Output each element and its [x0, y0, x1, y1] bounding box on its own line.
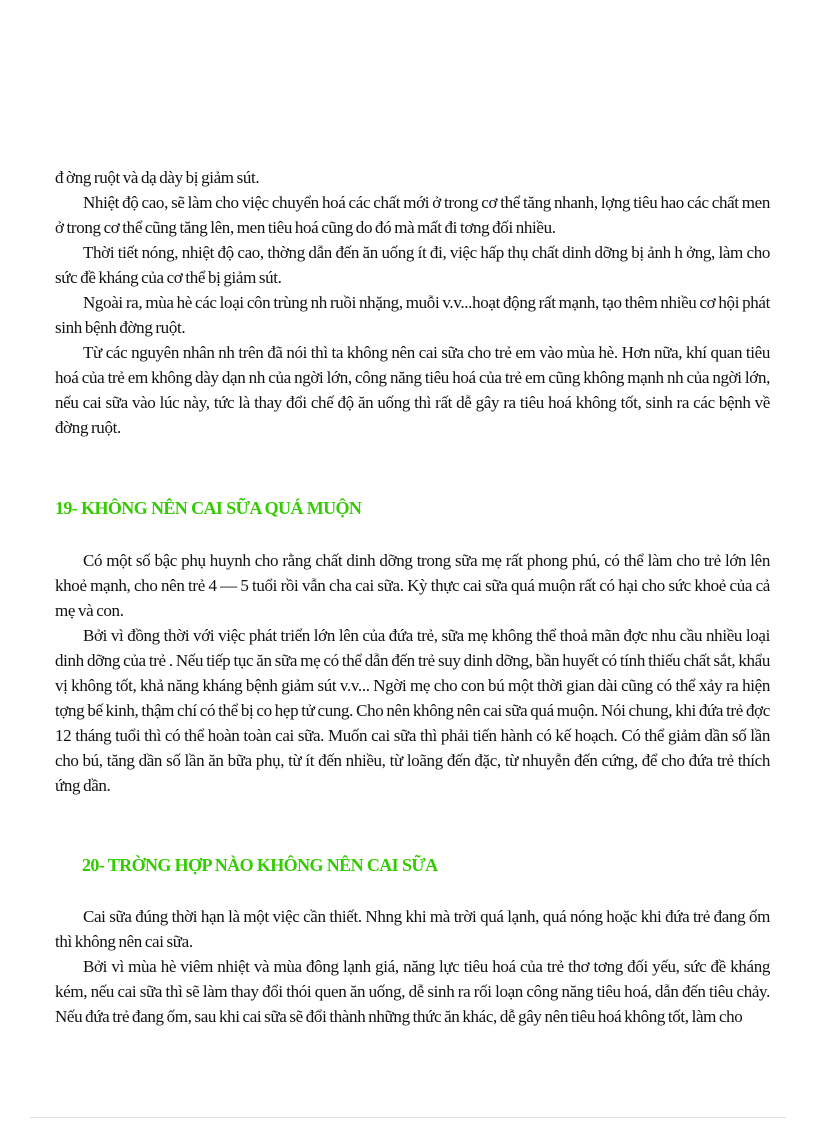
paragraph: Từ các nguyên nhân nh trên đã nói thì ta không nên cai sữa cho trẻ em vào mùa hè. Hơn nữa, khí quan tiêu hoá của trẻ em không dày dạn nh của ngời lớn, công năng tiêu hoá của trẻ em cũng không mạnh nh của ngời lớn, nếu cai sữa vào lúc này, tức là thay đổi chế độ ăn uống thì rất dễ gây ra tiêu hoá không tốt, sinh ra các bệnh về đờng ruột. — [55, 343, 770, 437]
paragraph: Ngoài ra, mùa hè các loại côn trùng nh ruồi nhặng, muỗi v.v...hoạt động rất mạnh, tạo thêm nhiều cơ hội phát sinh bệnh đờng ruột. — [55, 293, 770, 337]
paragraph: Cai sữa đúng thời hạn là một việc cần thiết. Nhng khi mà trời quá lạnh, quá nóng hoặc khi đứa trẻ đang ốm thì không nên cai sữa. — [55, 907, 770, 951]
section-heading-20: 20- TRỜNG HỢP NÀO KHÔNG NÊN CAI SỮA — [82, 855, 438, 875]
paragraph: Bởi vì đồng thời với việc phát triển lớn lên của đứa trẻ, sữa mẹ không thể thoả mãn đợc nhu cầu nhiều loại dinh dỡng của trẻ . Nếu tiếp tục ăn sữa mẹ có thể dẫn đến trẻ suy dinh dỡng, bần huyết có tính thiếu chất sắt, khẩu vị không tốt, khả năng kháng bệnh giảm sút v.v... Ngời mẹ cho con bú một thời gian dài cũng có thể xảy ra hiện tợng bế kinh, thậm chí có thể bị co hẹp tử cung. Cho nên không nên cai sữa quá muộn. Nói chung, khi đứa trẻ đợc 12 tháng tuổi thì có thể hoàn toàn cai sữa. Muốn cai sữa thì phải tiến hành có kế hoạch. Có thể giảm dần số lần cho bú, tăng dần số lần ăn bữa phụ, từ ít đến nhiều, từ loãng đến đặc, từ nhuyễn đến cứng, để cho đứa trẻ thích ứng dần. — [55, 626, 770, 795]
section-19-text-block — [55, 548, 770, 798]
paragraph: Nhiệt độ cao, sẽ làm cho việc chuyển hoá các chất mới ở trong cơ thể tăng nhanh, lợng tiêu hao các chất men ở trong cơ thể cũng tăng lên, men tiêu hoá cũng do đó mà mất đi tơng đối nhiều. — [55, 193, 770, 237]
section-20-text-block — [55, 904, 770, 1029]
paragraph: đ ờng ruột và dạ dày bị giảm sút. — [55, 168, 260, 187]
paragraph: Bởi vì mùa hè viêm nhiệt và mùa đông lạnh giá, năng lực tiêu hoá của trẻ thơ tơng đối yếu, sức đề kháng kém, nếu cai sữa thì sẽ làm thay đổi thói quen ăn uống, dễ sinh ra rối loạn công năng tiêu hoá, dẫn đến tiêu chảy. Nếu đứa trẻ đang ốm, sau khi cai sữa sẽ đổi thành những thức ăn khác, dễ gây nên tiêu hoá không tốt, làm cho — [55, 957, 770, 1026]
paragraph: Có một số bậc phụ huynh cho rằng chất dinh dỡng trong sữa mẹ rất phong phú, có thể làm cho trẻ lớn lên khoẻ mạnh, cho nên trẻ 4 — 5 tuổi rồi vẫn cha cai sữa. Kỳ thực cai sữa quá muộn rất có hại cho sức khoẻ của cả mẹ và con. — [55, 551, 770, 620]
page-bottom-divider — [30, 1117, 786, 1118]
paragraph: Thời tiết nóng, nhiệt độ cao, thờng dẫn đến ăn uống ít đi, việc hấp thụ chất dinh dỡng bị ảnh h ởng, làm cho sức đề kháng của cơ thể bị giảm sút. — [55, 243, 770, 287]
intro-text-block — [55, 165, 770, 440]
section-heading-19: 19- KHÔNG NÊN CAI SỮA QUÁ MUỘN — [55, 498, 362, 518]
